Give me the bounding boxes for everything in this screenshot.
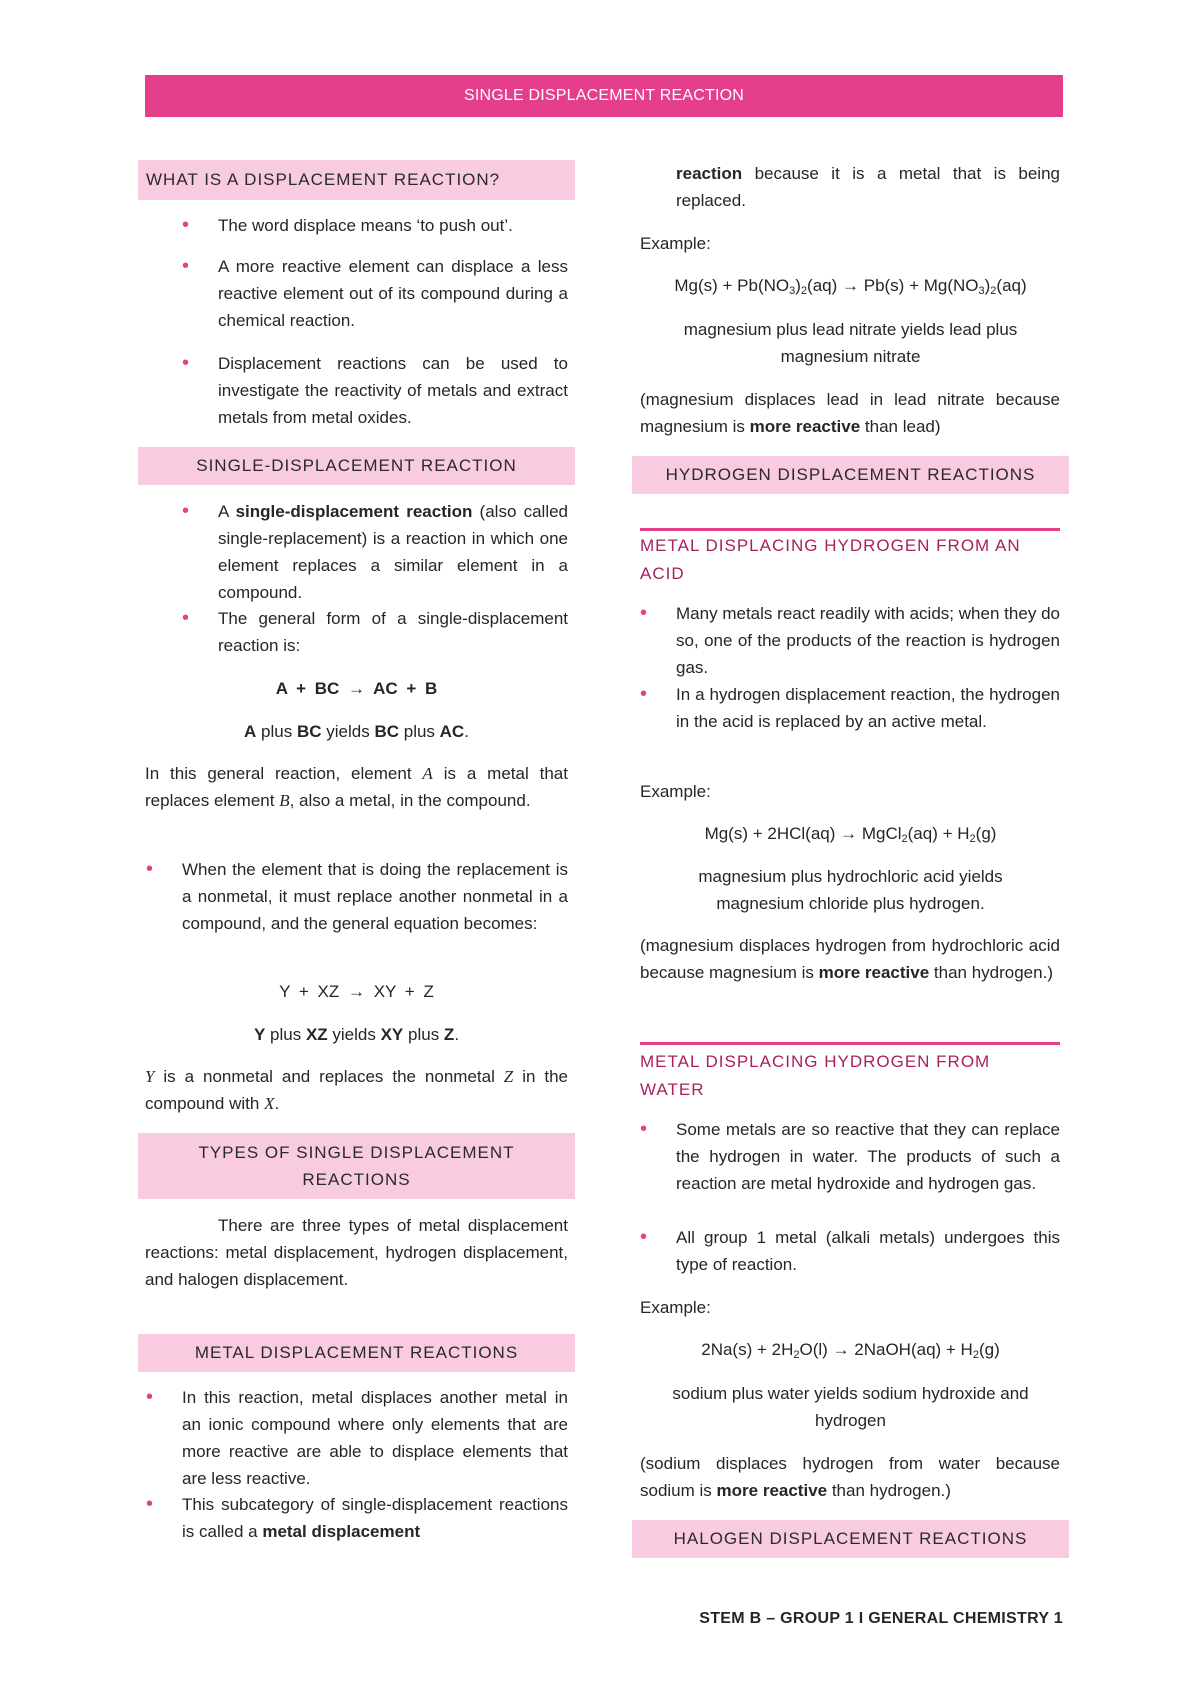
example-label: Example: [640, 782, 711, 801]
list-item: • A more reactive element can displace a less reactive element out of its compound during a chemical reaction. [218, 253, 568, 334]
heading-what-is-displacement: WHAT IS A DISPLACEMENT REACTION? [138, 160, 575, 200]
heading-halogen-displacement: HALOGEN DISPLACEMENT REACTIONS [632, 1520, 1069, 1558]
list-item: • The word displace means ‘to push out’. [218, 212, 568, 239]
reaction-words: magnesium plus lead nitrate yields lead plus magnesium nitrate [683, 320, 1018, 366]
divider [640, 1042, 1060, 1045]
list-item: • The general form of a single-displacement reaction is: [218, 605, 568, 659]
list-item: • Some metals are so reactive that they can replace the hydrogen in water. The products of such a reaction are metal hydroxide and hydrogen gas. [676, 1116, 1060, 1197]
heading-metal-displacement: METAL DISPLACEMENT REACTIONS [138, 1334, 575, 1372]
general-equation-words: A plus BC yields BC plus AC. [244, 722, 469, 741]
types-paragraph: There are three types of metal displacement reactions: metal displacement, hydrogen displacement, and halogen displacement. [145, 1216, 568, 1289]
list-item: • In this reaction, metal displaces another metal in an ionic compound where only elements that are more reactive are able to displace elements that are less reactive. [182, 1384, 568, 1492]
reaction-equation: Mg(s) + 2HCl(aq) → MgCl$_2$(aq) + $H_2(g)$ [704, 824, 997, 845]
example-label: Example: [640, 1298, 711, 1317]
nonmetal-equation: Y + XZ → XY + Z [279, 982, 434, 1001]
heading-hydrogen-displacement: HYDROGEN DISPLACEMENT REACTIONS [632, 456, 1069, 494]
example-label: Example: [640, 234, 711, 253]
general-reaction-paragraph: In this general reaction, element A is a metal that replaces element B, also a metal, in the compound. [145, 764, 568, 810]
list-item: • When the element that is doing the replacement is a nonmetal, it must replace another nonmetal in a compound, and the general equation becomes: [182, 856, 568, 937]
list-item: • Many metals react readily with acids; when they do so, one of the products of the reaction is hydrogen gas. [676, 600, 1060, 681]
reaction-words: sodium plus water yields sodium hydroxide and hydrogen [672, 1384, 1029, 1430]
reaction-equation: $2Na(s) + 2H_2O(l)$ → 2NaOH(aq) + $H_2(g)$ [701, 1340, 1000, 1361]
list-item: • A single-displacement reaction (also called single-replacement) is a reaction in which one element replaces a similar element in a compound. [218, 498, 568, 606]
list-item: • This subcategory of single-displacement reactions is called a metal displacement [182, 1491, 568, 1545]
reaction-words: magnesium plus hydrochloric acid yields magnesium chloride plus hydrogen. [698, 867, 1003, 913]
subheading-water: METAL DISPLACING HYDROGEN FROM WATER [640, 1052, 991, 1099]
reaction-note: (magnesium displaces hydrogen from hydrochloric acid because magnesium is more reactive than hydrogen.) [640, 936, 1060, 982]
nonmetal-equation-words: Y plus XZ yields XY plus Z. [253, 1025, 460, 1044]
divider [640, 528, 1060, 531]
reaction-equation: $Mg(s) + Pb(NO_3)_2(aq) \to Pb(s) + Mg(NO_3)_2(aq)$ [674, 276, 1027, 297]
heading-single-displacement: SINGLE-DISPLACEMENT REACTION [138, 447, 575, 485]
nonmetal-paragraph: Y is a nonmetal and replaces the nonmetal Z in the compound with X. [145, 1067, 568, 1113]
list-item: • In a hydrogen displacement reaction, the hydrogen in the acid is replaced by an active metal. [676, 681, 1060, 735]
continuation-paragraph: reaction because it is a metal that is being replaced. [676, 164, 1060, 210]
heading-types: TYPES OF SINGLE DISPLACEMENT REACTIONS [138, 1133, 575, 1199]
page-banner: SINGLE DISPLACEMENT REACTION [145, 75, 1063, 117]
subheading-acid: METAL DISPLACING HYDROGEN FROM AN ACID [640, 536, 1021, 583]
list-item: • Displacement reactions can be used to investigate the reactivity of metals and extract metals from metal oxides. [218, 350, 568, 431]
page-footer: STEM B – GROUP 1 I GENERAL CHEMISTRY 1 [699, 1610, 1063, 1627]
reaction-note: (sodium displaces hydrogen from water because sodium is more reactive than hydrogen.) [640, 1454, 1060, 1500]
list-item: • All group 1 metal (alkali metals) undergoes this type of reaction. [676, 1224, 1060, 1278]
reaction-note: (magnesium displaces lead in lead nitrate because magnesium is more reactive than lead) [640, 390, 1060, 436]
general-equation: A + BC → AC + B [275, 679, 438, 698]
